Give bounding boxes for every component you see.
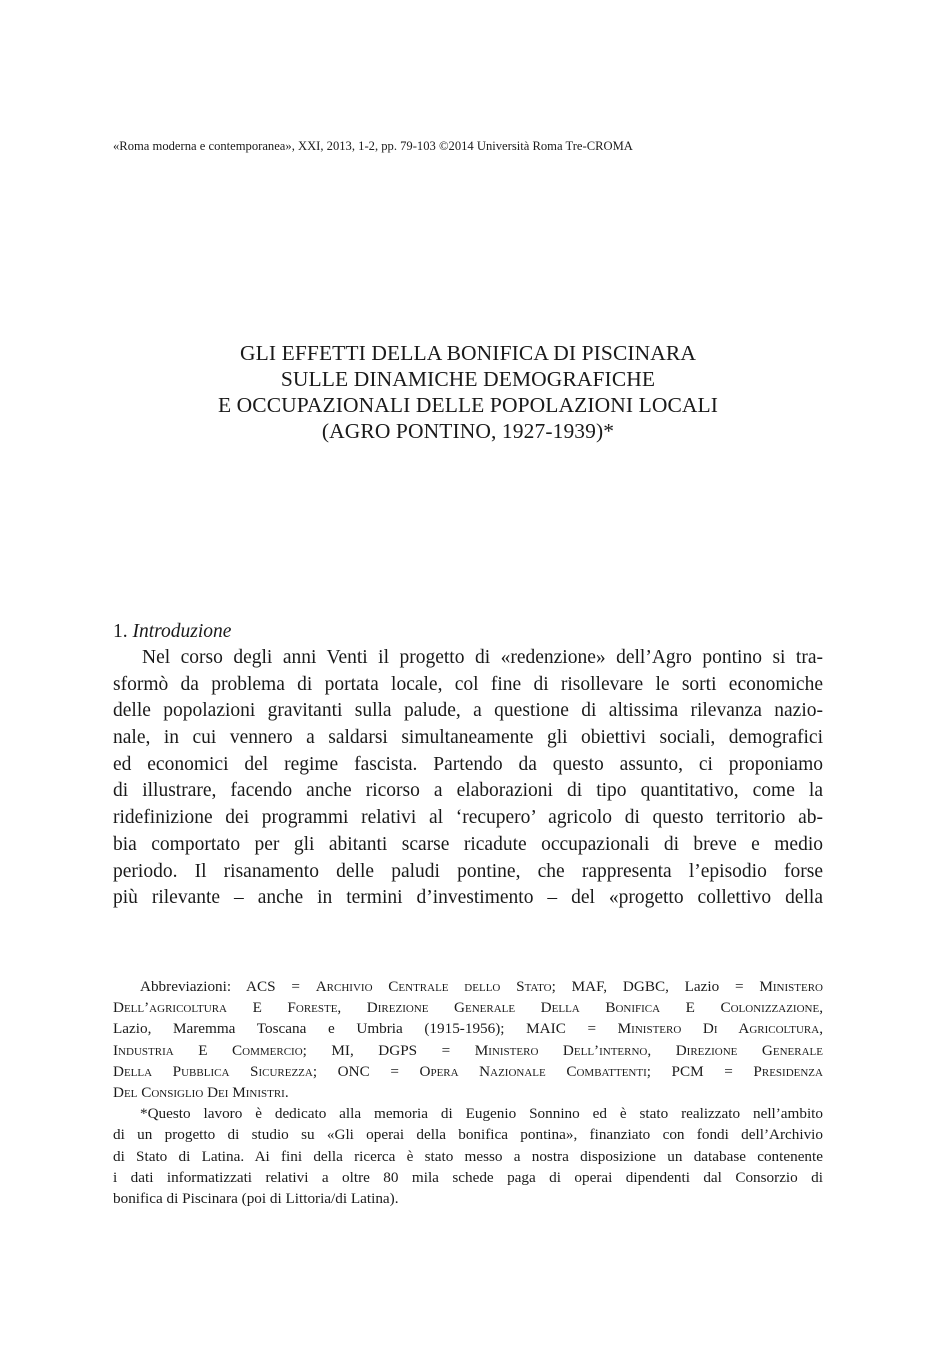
body-line: più rilevante – anche in termini d’investimento – del «progetto collettivo della	[113, 887, 823, 909]
note-line	[113, 1061, 823, 1082]
note-text: ,	[819, 999, 823, 1017]
abbreviation-expansion: Opera Nazionale Combattenti	[419, 1062, 647, 1080]
body-line: ridefinizione dei programmi relativi al ‘recupero’ agricolo di questo territorio ab-	[113, 807, 823, 829]
body-line: di illustrare, facendo anche ricorso a elaborazioni di tipo quantitativo, come la	[113, 780, 823, 802]
note-line	[113, 1040, 823, 1061]
note-line	[113, 976, 823, 997]
note-line: di un progetto di studio su «Gli operai della bonifica pontina», finanziato con fondi dell’Archivio	[113, 1126, 823, 1144]
note-text: Abbreviazioni: ACS =	[140, 978, 316, 995]
note-text: ; PCM =	[646, 1062, 754, 1080]
section-heading	[113, 619, 231, 645]
abbreviation-expansion: Della Pubblica Sicurezza	[113, 1062, 313, 1080]
note-text: ; MI, DGPS =	[302, 1041, 475, 1059]
body-paragraph	[113, 645, 823, 912]
note-text: Lazio, Maremma Toscana e Umbria (1915-1956); MAIC =	[113, 1020, 618, 1038]
article-title	[113, 340, 823, 444]
note-line	[113, 1018, 823, 1039]
body-line: ed economici del regime fascista. Partendo da questo assunto, ci proponiamo	[113, 753, 823, 775]
section-number: 1.	[113, 621, 128, 642]
section-title: Introduzione	[132, 621, 232, 642]
abbreviation-expansion: Ministero Di Agricoltura	[617, 1020, 820, 1038]
title-line: (AGRO PONTINO, 1927-1939)*	[321, 419, 615, 443]
body-line: periodo. Il risanamento delle paludi pontine, che rappresenta l’episodio forse	[113, 860, 823, 882]
abbreviation-expansion: Ministero	[759, 978, 823, 995]
body-line: sformò da problema di portata locale, col fine di risollevare le sorti economiche	[113, 673, 823, 695]
note-text: ; MAF, DGBC, Lazio =	[551, 978, 760, 995]
abbreviations-note	[113, 976, 823, 1103]
abbreviation-expansion: Industria E Commercio	[113, 1041, 303, 1059]
note-text: ; ONC =	[312, 1062, 420, 1080]
footnotes	[113, 976, 823, 1209]
note-text: ,	[819, 1020, 823, 1038]
title-line: E OCCUPAZIONALI DELLE POPOLAZIONI LOCALI	[217, 393, 719, 417]
note-line	[113, 997, 823, 1018]
note-text: .	[284, 1083, 289, 1101]
abbreviation-expansion: Archivio Centrale dello Stato	[315, 978, 552, 995]
title-line: SULLE DINAMICHE DEMOGRAFICHE	[280, 367, 656, 391]
body-line: bia comportato per gli abitanti scarse ricadute occupazionali di breve e medio	[113, 833, 823, 855]
acknowledgement-note	[113, 1103, 823, 1209]
abbreviation-expansion: Dell’agricoltura E Foreste, Direzione Generale Della Bonifica E Colonizzazione	[113, 999, 820, 1017]
body-line: delle popolazioni gravitanti sulla palude, a questione di altissima rilevanza nazio-	[113, 700, 823, 722]
body-line: Nel corso degli anni Venti il progetto di «redenzione» dell’Agro pontino si tra-	[142, 647, 823, 668]
note-line: di Stato di Latina. Ai fini della ricerca è stato messo a nostra disposizione un database contenente	[113, 1147, 823, 1165]
abbreviation-expansion: Presidenza	[753, 1062, 823, 1080]
note-line: *Questo lavoro è dedicato alla memoria di Eugenio Sonnino ed è stato realizzato nell’ambito	[140, 1105, 823, 1123]
abbreviation-expansion: Del Consiglio Dei Ministri	[113, 1083, 285, 1101]
note-line: i dati informatizzati relativi a oltre 80 mila schede paga di operai dipendenti dal Consorzio di	[113, 1168, 823, 1186]
note-line: bonifica di Piscinara (poi di Littoria/di Latina).	[113, 1189, 399, 1207]
body-line: nale, in cui vennero a saldarsi simultaneamente gli obiettivi sociali, demografici	[113, 727, 823, 749]
title-line: GLI EFFETTI DELLA BONIFICA DI PISCINARA	[240, 341, 696, 365]
running-head: «Roma moderna e contemporanea», XXI, 2013, 1-2, pp. 79-103 ©2014 Università Roma Tre-CROMA	[113, 139, 633, 153]
abbreviation-expansion: Ministero Dell’interno, Direzione Generale	[474, 1041, 823, 1059]
note-line	[113, 1082, 823, 1103]
